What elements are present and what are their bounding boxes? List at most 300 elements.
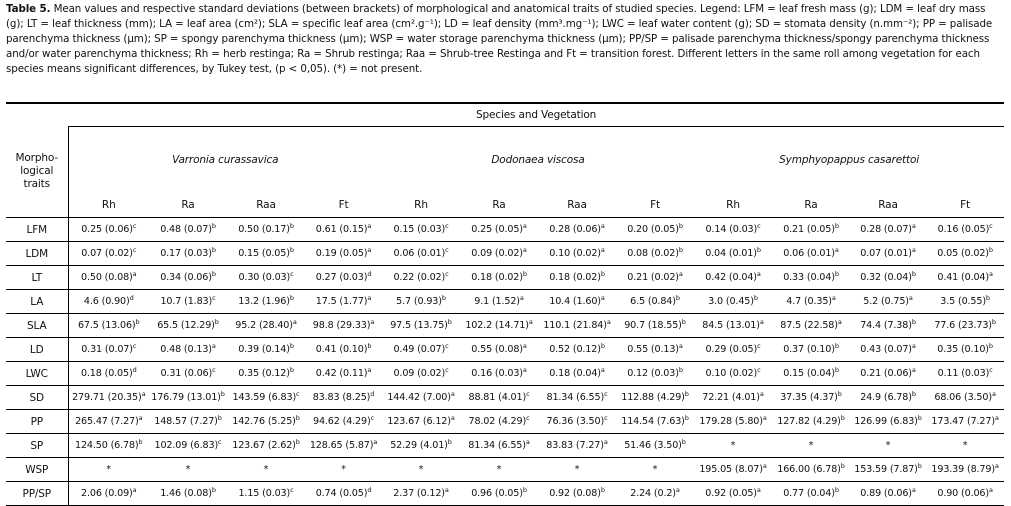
cell-value: 0.52 (0.12) bbox=[549, 344, 601, 355]
cell-value: 0.96 (0.05) bbox=[471, 488, 523, 499]
significance-letter: b bbox=[211, 246, 216, 254]
table-cell bbox=[460, 362, 538, 386]
cell-value: 0.18 (0.02) bbox=[471, 272, 523, 283]
table-cell bbox=[772, 434, 850, 458]
significance-letter: a bbox=[759, 318, 764, 326]
table-cell bbox=[616, 410, 694, 434]
cell-value: 114.54 (7.63) bbox=[621, 416, 685, 427]
table-cell bbox=[694, 218, 772, 242]
cell-value: 0.06 (0.01) bbox=[783, 248, 835, 259]
significance-letter: c bbox=[296, 390, 300, 398]
significance-letter: a bbox=[132, 486, 137, 494]
significance-letter: b bbox=[217, 414, 222, 422]
table-cell bbox=[772, 266, 850, 290]
significance-letter: c bbox=[132, 246, 137, 254]
table-row bbox=[6, 362, 1004, 386]
table-cell bbox=[460, 338, 538, 362]
cell-value: 0.15 (0.05) bbox=[238, 248, 290, 259]
table-row bbox=[6, 290, 1004, 314]
table-cell bbox=[305, 482, 382, 506]
significance-letter: b bbox=[220, 390, 225, 398]
cell-value: 0.18 (0.02) bbox=[549, 272, 601, 283]
table-cell bbox=[616, 434, 694, 458]
significance-letter: a bbox=[292, 318, 297, 326]
table-cell bbox=[68, 434, 149, 458]
table-cell bbox=[926, 386, 1004, 410]
caption-label: Table 5. bbox=[6, 3, 51, 15]
significance-letter: a bbox=[678, 270, 683, 278]
cell-value: 94.62 (4.29) bbox=[313, 416, 371, 427]
cell-value: 265.47 (7.27) bbox=[75, 416, 139, 427]
cell-value: 148.57 (7.27) bbox=[154, 416, 218, 427]
table-cell bbox=[305, 242, 382, 266]
significance-letter: a bbox=[444, 486, 449, 494]
table-cell bbox=[926, 482, 1004, 506]
cell-value: 0.29 (0.05) bbox=[705, 344, 758, 355]
table-cell bbox=[149, 386, 227, 410]
significance-letter: a bbox=[450, 390, 455, 398]
table-cell bbox=[68, 458, 149, 482]
cell-value: 77.6 (23.73) bbox=[934, 320, 992, 331]
cell-value: 4.7 (0.35) bbox=[786, 296, 832, 307]
significance-letter: d bbox=[370, 390, 375, 398]
cell-value: 127.82 (4.29) bbox=[777, 416, 841, 427]
significance-letter: a bbox=[141, 390, 146, 398]
table-cell bbox=[227, 266, 305, 290]
table-cell bbox=[616, 314, 694, 338]
cell-value: 0.15 (0.04) bbox=[783, 368, 835, 379]
cell-value: 0.19 (0.05) bbox=[315, 248, 368, 259]
table-cell bbox=[382, 434, 460, 458]
significance-letter: b bbox=[447, 318, 452, 326]
table-cell bbox=[305, 266, 382, 290]
table-row bbox=[6, 338, 1004, 362]
table-cell bbox=[305, 458, 382, 482]
cell-value: 179.28 (5.80) bbox=[699, 416, 763, 427]
cell-value: 0.10 (0.02) bbox=[705, 368, 758, 379]
table-cell bbox=[538, 410, 616, 434]
significance-letter: a bbox=[600, 366, 605, 374]
table-cell bbox=[694, 386, 772, 410]
cell-value: 173.47 (7.27) bbox=[931, 416, 995, 427]
table-cell bbox=[850, 482, 926, 506]
cell-value: 98.8 (29.33) bbox=[312, 320, 371, 331]
cell-value: * bbox=[885, 440, 891, 451]
significance-letter: a bbox=[367, 366, 372, 374]
row-trait-label: LFM bbox=[6, 218, 68, 242]
significance-letter: a bbox=[762, 462, 767, 470]
cell-value: 67.5 (13.06) bbox=[77, 320, 136, 331]
significance-letter: c bbox=[604, 390, 608, 398]
table-cell bbox=[460, 218, 538, 242]
significance-letter: a bbox=[367, 294, 372, 302]
significance-letter: a bbox=[675, 486, 680, 494]
table-cell bbox=[694, 242, 772, 266]
species-header: Symphyopappus casarettoi bbox=[779, 154, 919, 166]
table-cell bbox=[850, 266, 926, 290]
significance-letter: b bbox=[289, 246, 294, 254]
table-cell bbox=[850, 410, 926, 434]
significance-letter: a bbox=[522, 246, 527, 254]
significance-letter: a bbox=[911, 342, 916, 350]
cell-value: 0.21 (0.06) bbox=[860, 368, 912, 379]
significance-letter: b bbox=[441, 294, 446, 302]
cell-value: 144.42 (7.00) bbox=[387, 392, 451, 403]
cell-value: 0.37 (0.10) bbox=[783, 344, 835, 355]
cell-value: 0.92 (0.05) bbox=[705, 488, 757, 499]
cell-value: 3.5 (0.55) bbox=[940, 296, 986, 307]
cell-value: 5.2 (0.75) bbox=[863, 296, 909, 307]
table-cell bbox=[616, 362, 694, 386]
row-trait-label: LDM bbox=[6, 242, 68, 266]
table-cell bbox=[772, 482, 850, 506]
significance-letter: a bbox=[831, 294, 836, 302]
cell-value: 0.41 (0.10) bbox=[315, 344, 368, 355]
cell-value: 0.16 (0.05) bbox=[937, 224, 990, 235]
table-cell bbox=[227, 218, 305, 242]
cell-value: 0.31 (0.07) bbox=[81, 344, 133, 355]
significance-letter: a bbox=[367, 246, 372, 254]
significance-letter: a bbox=[678, 342, 683, 350]
cell-value: 124.50 (6.78) bbox=[75, 440, 139, 451]
significance-letter: b bbox=[834, 222, 839, 230]
table-cell bbox=[149, 458, 227, 482]
table-cell bbox=[227, 290, 305, 314]
cell-value: 0.14 (0.03) bbox=[705, 224, 758, 235]
table-cell bbox=[382, 386, 460, 410]
table-cell bbox=[305, 434, 382, 458]
table-cell bbox=[538, 218, 616, 242]
table-cell bbox=[926, 410, 1004, 434]
cell-value: 2.37 (0.12) bbox=[393, 488, 445, 499]
cell-value: 279.71 (20.35) bbox=[72, 392, 142, 403]
table-cell bbox=[694, 290, 772, 314]
table-cell bbox=[382, 362, 460, 386]
significance-letter: b bbox=[214, 318, 219, 326]
table-cell bbox=[382, 242, 460, 266]
caption-text: Mean values and respective standard deviations (between brackets) of morphological and anatomical traits of studied species. Legend: LFM = leaf fresh mass (g); LDM = leaf dry mass (g); LT = leaf thickness (mm); LA = leaf area (cm²); SLA = specific leaf area (cm².g⁻¹); LD = leaf density (mm³.mg⁻¹); LWC = leaf water content (g); SD = stomata density (n.mm⁻²); PP = palisade parenchyma thickness (μm); SP = spongy parenchyma thickness (μm); WSP = water storage parenchyma thickness (μm); PP/SP = palisade parenchyma thickness/spongy parenchyma thickness and/or water parenchyma thickness; Rh = herb restinga; Ra = Shrub restinga; Raa = Shrub-tree Restinga and Ft = transition forest. Different letters in the same roll among vegetation for each species means significant differences, by Tukey test, (p < 0,05). (*) = not present. bbox=[6, 3, 993, 75]
table-cell bbox=[382, 338, 460, 362]
significance-letter: c bbox=[989, 222, 993, 230]
table-cell bbox=[460, 434, 538, 458]
significance-letter: b bbox=[917, 462, 922, 470]
table-cell bbox=[616, 242, 694, 266]
cell-value: * bbox=[341, 464, 346, 475]
cell-value: 0.55 (0.08) bbox=[471, 344, 523, 355]
table-cell bbox=[616, 290, 694, 314]
significance-letter: b bbox=[834, 270, 839, 278]
table-cell bbox=[68, 482, 149, 506]
row-trait-label: LD bbox=[6, 338, 68, 362]
significance-letter: b bbox=[834, 366, 839, 374]
cell-value: 10.4 (1.60) bbox=[549, 296, 601, 307]
significance-letter: c bbox=[132, 342, 137, 350]
table-cell bbox=[926, 314, 1004, 338]
cell-value: 0.11 (0.03) bbox=[937, 368, 990, 379]
cell-value: 95.2 (28.40) bbox=[235, 320, 293, 331]
cell-value: 0.27 (0.03) bbox=[315, 272, 368, 283]
table-cell bbox=[227, 458, 305, 482]
table-cell bbox=[772, 458, 850, 482]
table-row bbox=[6, 242, 1004, 266]
cell-value: 195.05 (8.07) bbox=[699, 464, 763, 475]
cell-value: * bbox=[730, 440, 736, 451]
row-trait-label: SP bbox=[6, 434, 68, 458]
cell-value: 76.36 (3.50) bbox=[546, 416, 605, 427]
cell-value: 0.25 (0.06) bbox=[81, 224, 133, 235]
cell-value: 0.16 (0.03) bbox=[471, 368, 523, 379]
significance-letter: b bbox=[295, 438, 300, 446]
significance-letter: b bbox=[600, 270, 605, 278]
cell-value: 0.18 (0.04) bbox=[549, 368, 601, 379]
table-cell bbox=[616, 482, 694, 506]
vegetation-header: Rh bbox=[694, 193, 772, 218]
table-cell bbox=[772, 242, 850, 266]
cell-value: * bbox=[574, 464, 580, 475]
cell-value: 0.28 (0.07) bbox=[860, 224, 912, 235]
significance-letter: b bbox=[911, 318, 916, 326]
vegetation-header: Rh bbox=[382, 193, 460, 218]
table-cell bbox=[460, 410, 538, 434]
significance-letter: c bbox=[526, 390, 530, 398]
vegetation-header: Raa bbox=[538, 193, 616, 218]
cell-value: 0.89 (0.06) bbox=[860, 488, 912, 499]
table-cell bbox=[460, 314, 538, 338]
significance-letter: b bbox=[678, 366, 683, 374]
table-cell bbox=[68, 290, 149, 314]
significance-letter: b bbox=[681, 438, 686, 446]
table-row bbox=[6, 314, 1004, 338]
significance-letter: b bbox=[367, 342, 372, 350]
table-cell bbox=[772, 386, 850, 410]
cell-value: 0.05 (0.02) bbox=[937, 248, 989, 259]
significance-letter: a bbox=[370, 318, 375, 326]
significance-letter: a bbox=[211, 342, 216, 350]
cell-value: 0.74 (0.05) bbox=[315, 488, 368, 499]
table-cell bbox=[149, 482, 227, 506]
cell-value: 0.92 (0.08) bbox=[549, 488, 601, 499]
significance-letter: a bbox=[528, 318, 533, 326]
table-cell bbox=[694, 314, 772, 338]
cell-value: 51.46 (3.50) bbox=[624, 440, 682, 451]
significance-letter: b bbox=[678, 246, 683, 254]
significance-letter: a bbox=[600, 222, 605, 230]
significance-letter: a bbox=[756, 270, 761, 278]
significance-letter: b bbox=[135, 318, 140, 326]
table-cell bbox=[772, 314, 850, 338]
table-cell bbox=[926, 338, 1004, 362]
table-cell bbox=[850, 434, 926, 458]
table-cell bbox=[149, 242, 227, 266]
cell-value: 0.21 (0.05) bbox=[783, 224, 835, 235]
cell-value: 0.09 (0.02) bbox=[393, 368, 446, 379]
significance-letter: c bbox=[290, 486, 294, 494]
cell-value: 0.18 (0.05) bbox=[80, 368, 133, 379]
significance-letter: b bbox=[289, 342, 294, 350]
cell-value: 0.49 (0.07) bbox=[393, 344, 446, 355]
significance-letter: b bbox=[991, 318, 996, 326]
cell-value: 0.09 (0.02) bbox=[471, 248, 523, 259]
row-trait-label: SD bbox=[6, 386, 68, 410]
significance-letter: c bbox=[445, 246, 449, 254]
cell-value: 0.61 (0.15) bbox=[315, 224, 368, 235]
table-cell bbox=[68, 314, 149, 338]
significance-letter: a bbox=[762, 414, 767, 422]
cell-value: 142.76 (5.25) bbox=[232, 416, 296, 427]
table-cell bbox=[149, 338, 227, 362]
cell-value: 24.9 (6.78) bbox=[860, 392, 912, 403]
table-cell bbox=[772, 362, 850, 386]
table-cell bbox=[926, 242, 1004, 266]
table-cell bbox=[227, 386, 305, 410]
table-row bbox=[6, 434, 1004, 458]
table-cell bbox=[305, 338, 382, 362]
cell-value: 0.55 (0.13) bbox=[627, 344, 679, 355]
table-cell bbox=[460, 458, 538, 482]
cell-value: 0.25 (0.05) bbox=[471, 224, 523, 235]
vegetation-header: Ra bbox=[460, 193, 538, 218]
cell-value: 87.5 (22.58) bbox=[780, 320, 838, 331]
cell-value: 0.08 (0.02) bbox=[627, 248, 679, 259]
cell-value: 0.07 (0.02) bbox=[81, 248, 133, 259]
table-cell bbox=[616, 386, 694, 410]
table-cell bbox=[616, 218, 694, 242]
cell-value: 0.30 (0.03) bbox=[238, 272, 291, 283]
table-cell bbox=[382, 314, 460, 338]
cell-value: 110.1 (21.84) bbox=[543, 320, 607, 331]
significance-letter: a bbox=[600, 294, 605, 302]
table-cell bbox=[772, 290, 850, 314]
table-cell bbox=[538, 314, 616, 338]
significance-letter: b bbox=[988, 342, 993, 350]
cell-value: * bbox=[496, 464, 502, 475]
cell-value: 0.07 (0.01) bbox=[860, 248, 912, 259]
significance-letter: b bbox=[678, 222, 683, 230]
significance-letter: b bbox=[917, 414, 922, 422]
significance-letter: b bbox=[211, 270, 216, 278]
cell-value: 0.50 (0.17) bbox=[238, 224, 290, 235]
table-cell bbox=[68, 218, 149, 242]
cell-value: 65.5 (12.29) bbox=[157, 320, 215, 331]
table-cell bbox=[382, 290, 460, 314]
table-cell bbox=[850, 386, 926, 410]
table-cell bbox=[382, 458, 460, 482]
significance-letter: c bbox=[132, 222, 137, 230]
significance-letter: c bbox=[526, 414, 530, 422]
table-cell bbox=[149, 434, 227, 458]
table-cell bbox=[616, 338, 694, 362]
cell-value: 0.90 (0.06) bbox=[937, 488, 989, 499]
table-cell bbox=[305, 410, 382, 434]
cell-value: 83.83 (7.27) bbox=[546, 440, 604, 451]
significance-letter: a bbox=[367, 222, 372, 230]
table-cell bbox=[850, 338, 926, 362]
significance-letter: a bbox=[756, 486, 761, 494]
cell-value: 0.04 (0.01) bbox=[705, 248, 757, 259]
row-trait-label: SLA bbox=[6, 314, 68, 338]
significance-letter: a bbox=[600, 246, 605, 254]
vegetation-header: Raa bbox=[227, 193, 305, 218]
cell-value: 6.5 (0.84) bbox=[630, 296, 676, 307]
table-cell bbox=[926, 362, 1004, 386]
cell-value: 143.59 (6.83) bbox=[232, 392, 297, 403]
cell-value: * bbox=[263, 464, 269, 475]
significance-letter: a bbox=[837, 318, 842, 326]
table-cell bbox=[460, 242, 538, 266]
significance-letter: a bbox=[911, 486, 916, 494]
vegetation-header: Ft bbox=[616, 193, 694, 218]
significance-letter: d bbox=[129, 294, 134, 302]
cell-value: 5.7 (0.93) bbox=[396, 296, 442, 307]
cell-value: 83.83 (8.25) bbox=[312, 392, 371, 403]
significance-letter: a bbox=[450, 414, 455, 422]
significance-letter: b bbox=[911, 390, 916, 398]
table-cell bbox=[694, 434, 772, 458]
cell-value: 0.32 (0.04) bbox=[860, 272, 912, 283]
cell-value: 2.24 (0.2) bbox=[630, 488, 676, 499]
significance-letter: d bbox=[367, 270, 372, 278]
table-cell bbox=[616, 266, 694, 290]
significance-letter: c bbox=[757, 366, 761, 374]
table-cell bbox=[68, 386, 149, 410]
cell-value: 0.06 (0.01) bbox=[393, 248, 446, 259]
table-corner bbox=[6, 103, 68, 127]
significance-letter: a bbox=[132, 270, 137, 278]
significance-letter: d bbox=[367, 486, 372, 494]
cell-value: 37.35 (4.37) bbox=[780, 392, 838, 403]
vegetation-header: Rh bbox=[68, 193, 149, 218]
significance-letter: b bbox=[911, 270, 916, 278]
significance-letter: a bbox=[908, 294, 913, 302]
table-cell bbox=[227, 314, 305, 338]
significance-letter: b bbox=[522, 486, 527, 494]
cell-value: 88.81 (4.01) bbox=[468, 392, 527, 403]
table-cell bbox=[772, 338, 850, 362]
cell-value: 0.22 (0.02) bbox=[393, 272, 446, 283]
table-cell bbox=[305, 362, 382, 386]
table-cell bbox=[227, 434, 305, 458]
table-cell bbox=[850, 458, 926, 482]
significance-letter: a bbox=[525, 438, 530, 446]
significance-letter: b bbox=[600, 342, 605, 350]
table-cell bbox=[68, 242, 149, 266]
cell-value: 84.5 (13.01) bbox=[702, 320, 760, 331]
table-row bbox=[6, 458, 1004, 482]
table-cell bbox=[538, 434, 616, 458]
significance-letter: a bbox=[138, 414, 143, 422]
cell-value: 78.02 (4.29) bbox=[468, 416, 527, 427]
data-table bbox=[6, 102, 1004, 506]
cell-value: 123.67 (6.12) bbox=[387, 416, 451, 427]
table-cell bbox=[850, 218, 926, 242]
table-row bbox=[6, 482, 1004, 506]
table-cell bbox=[227, 242, 305, 266]
table-cell bbox=[616, 458, 694, 482]
significance-letter: b bbox=[681, 318, 686, 326]
significance-letter: a bbox=[988, 270, 993, 278]
significance-letter: a bbox=[911, 222, 916, 230]
table-cell bbox=[227, 482, 305, 506]
table-cell bbox=[149, 314, 227, 338]
table-cell bbox=[850, 242, 926, 266]
table-cell bbox=[227, 362, 305, 386]
table-cell bbox=[149, 218, 227, 242]
table-cell bbox=[305, 386, 382, 410]
table-cell bbox=[460, 386, 538, 410]
table-cell bbox=[772, 410, 850, 434]
row-trait-label: PP bbox=[6, 410, 68, 434]
table-cell bbox=[694, 362, 772, 386]
